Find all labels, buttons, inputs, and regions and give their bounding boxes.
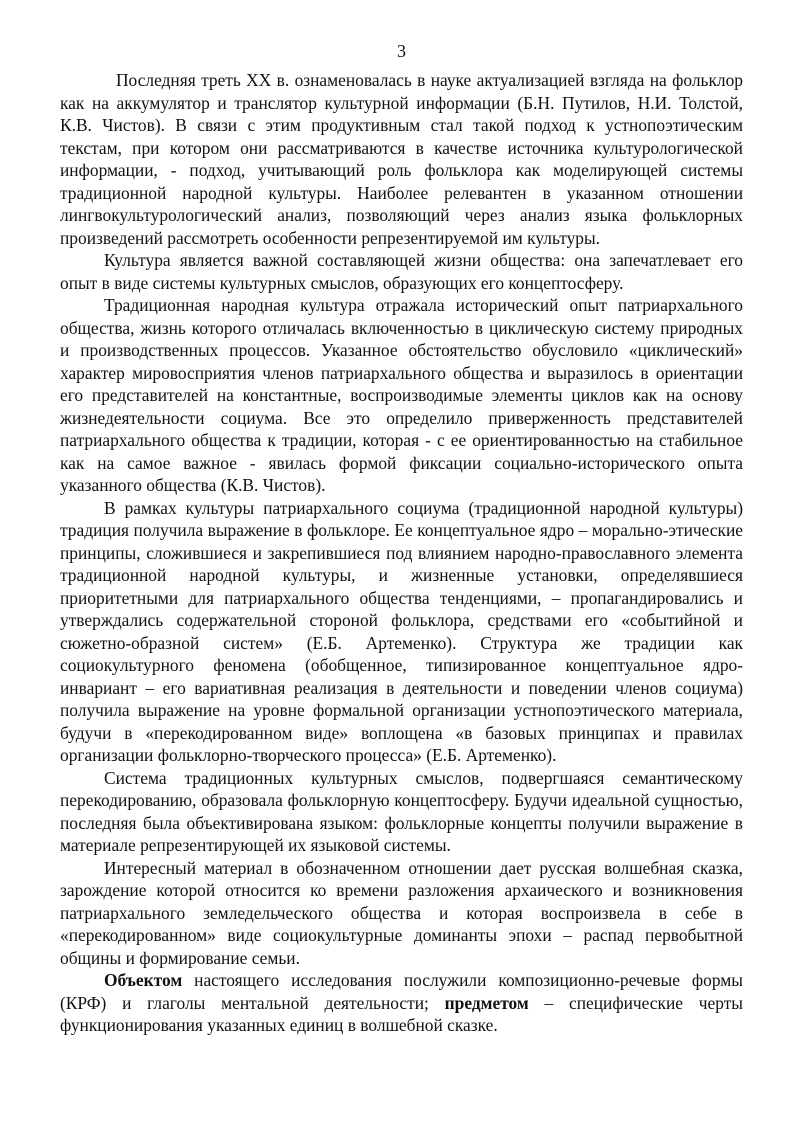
paragraph-traditional-culture: Традиционная народная культура отражала исторический опыт патриархального общества, жизнь которого отличалась включенностью в циклическую систему природных и производственных процессов. Указанное обстоятельство обусловило «циклический» характер мировосприятия членов патриархального общества и выразилось в ориентации его представителей на константные, воспроизводимые элементы циклов как на основу жизнедеятельности социума. Все это определило приверженность представителей патриархального общества к традиции, которая - с ее ориентированностью на стабильное как на самое важное - явилась формой фиксации социально-исторического опыта указанного общества (К.В. Чистов).	[60, 295, 743, 495]
page-number: 3	[397, 41, 406, 61]
document-page	[60, 40, 743, 1037]
object-text: настоящего исследования послужили композиционно-речевые формы (КРФ) и глаголы ментальной деятельности;	[60, 970, 743, 1013]
subject-term: предметом	[444, 992, 529, 1013]
paragraph-tradition-folklore: В рамках культуры патриархального социума (традиционной народной культуры) традиция получила выражение в фольклоре. Ее концептуальное ядро – морально-этические принципы, сложившиеся и закрепившиеся под влиянием народно-православного элемента традиционной народной культуры, и жизненные установки, определявшиеся приоритетными для патриархального общества тенденциями, – пропагандировались и утверждались содержательной стороной фольклора, средствами его «событийной и сюжетно-образной систем» (Е.Б. Артеменко). Структура же традиции как социокультурного феномена (обобщенное, типизированное концептуальное ядро-инвариант – его вариативная реализация в деятельности и поведении членов социума) получила выражение на уровне формальной организации устнопоэтического материала, будучи в «перекодированном виде» воплощена «в базовых принципах и правилах организации фольклорно-творческого процесса» (Е.Б. Артеменко).	[60, 497, 743, 765]
paragraph-research-object	[60, 969, 743, 1037]
paragraph-culture: Культура является важной составляющей жизни общества: она запечатлевает его опыт в виде системы культурных смыслов, образующих его концептосферу.	[60, 250, 743, 293]
paragraph-fairy-tale: Интересный материал в обозначенном отношении дает русская волшебная сказка, зарождение которой относится ко времени разложения архаического и возникновения патриархального земледельческого общества и которая воспроизвела в себе в «перекодированном» виде социокультурные доминанты эпохи – распад первобытной общины и формирование семьи.	[60, 857, 743, 968]
paragraph-intro: Последняя треть ХХ в. ознаменовалась в науке актуализацией взгляда на фольклор как на аккумулятор и транслятор культурной информации (Б.Н. Путилов, Н.И. Толстой, К.В. Чистов). В связи с этим продуктивным стал такой подход к устнопоэтическим текстам, при котором они рассматриваются в качестве источника культурологической информации, - подход, учитывающий роль фольклора как моделирующей системы традиционной народной культуры. Наиболее релевантен в указанном отношении лингвокультурологический анализ, позволяющий через анализ языка фольклорных произведений рассмотреть особенности репрезентируемой им культуры.	[60, 70, 743, 248]
paragraph-concept-sphere: Система традиционных культурных смыслов, подвергшаяся семантическому перекодированию, образовала фольклорную концептосферу. Будучи идеальной сущностью, последняя была объективирована языком: фольклорные концепты получили выражение в материале репрезентирующей их языковой системы.	[60, 767, 743, 855]
subject-text: – специфические черты функционирования указанных единиц в волшебной сказке.	[60, 992, 743, 1035]
object-term: Объектом	[104, 970, 183, 990]
